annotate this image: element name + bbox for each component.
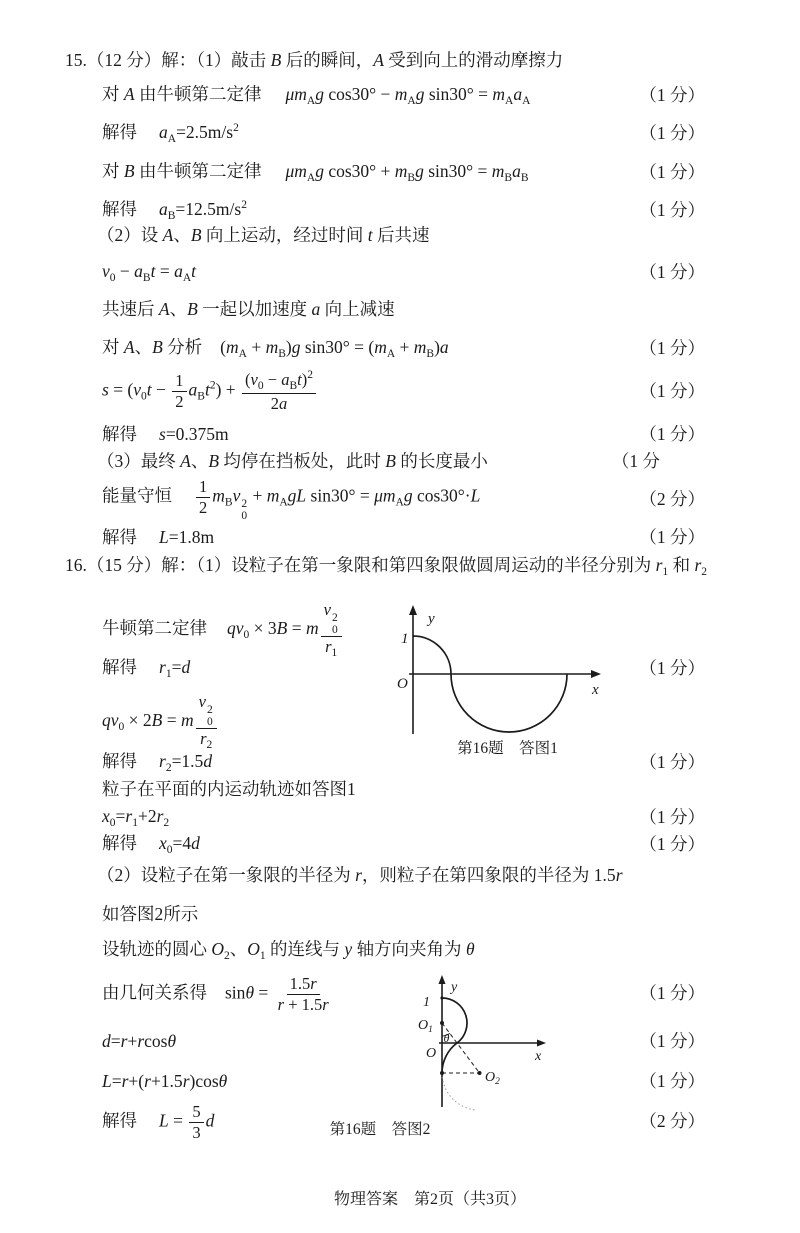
line-after-common-speed [102, 299, 760, 321]
line-text: 如答图2所示 [102, 904, 199, 924]
x-axis-arrow-icon [537, 1040, 546, 1047]
line-text: （2）设 A、B 向上运动，经过时间 t 后共速 [97, 225, 430, 245]
line-text: 能量守恒 $\frac{1}{2}$ $m_Bv$ 2 0 + $m_AgL$ $\sin 30^\circ = \mu m_Ag$ cos30°·L [102, 477, 481, 523]
line-text: 粒子在平面的内运动轨迹如答图1 [102, 779, 356, 799]
center-O1-dot [440, 1021, 444, 1025]
entry-point-label: 1 [401, 631, 409, 647]
score-mark: （1 分） [639, 833, 705, 854]
origin-label: O [397, 676, 408, 692]
line-text: 16.（15 分）解：（1）设粒子在第一象限和第四象限做圆周运动的半径分别为 $r_1$ 和 $r_2$ [65, 555, 707, 578]
line-16-part2-setup [97, 865, 760, 887]
line-text: 解得 $a_B=12.5m/s^2$ [102, 199, 247, 222]
line-text: 解得 $x_0=4d$ [102, 833, 200, 856]
line-text: 解得 L=1.8m [102, 527, 215, 547]
score-mark: （2 分） [639, 1111, 705, 1132]
y-axis-arrow-icon [409, 605, 417, 615]
score-mark: （1 分） [639, 261, 705, 282]
line-AB-analysis [102, 337, 705, 361]
line-text: 15.（12 分）解：（1）敲击 B 后的瞬间，A 受到向上的滑动摩擦力 [65, 50, 564, 70]
line-text: 解得 $r_1=d$ [102, 657, 191, 680]
line-16-header [65, 555, 760, 579]
line-text: 对 A、B 分析 $(m_A + m_B)g$ $\sin 30^\circ = (m_A + m_B)a$ [102, 337, 449, 360]
line-newton-second-law-B [102, 161, 705, 185]
center-O2-label: $O_2$ [485, 1070, 500, 1087]
origin-label: O [426, 1046, 437, 1061]
score-mark: （1 分 [611, 451, 660, 471]
score-mark: （1 分） [639, 122, 705, 143]
quarter-circle-arc [413, 636, 451, 674]
line-see-fig2 [102, 904, 760, 926]
line-trajectory-note [102, 779, 760, 801]
y-axis-label: y [428, 611, 435, 627]
line-solve-aA [102, 122, 705, 146]
score-mark: （1 分） [639, 199, 705, 220]
entry-point-dot [440, 996, 443, 999]
page-footer: 物理答案 第2页（共3页） [333, 1191, 526, 1208]
line-text: 共速后 A、B 一起以加速度 a 向上减速 [102, 299, 395, 319]
line-energy-conservation [102, 477, 705, 522]
line-part3-statement [97, 451, 705, 473]
line-text: 对 A 由牛顿第二定律 $\mu m_Ag$ $\cos 30^\circ - m_Ag$ $\sin 30^\circ = m_Aa_A$ [102, 84, 531, 107]
score-mark: （1 分） [639, 657, 705, 678]
theta-label: θ [443, 1031, 450, 1045]
line-geometry-eq [102, 974, 705, 1015]
line-text: $qv_0 \times 2B = m$ v 2 0 $r_2$ [102, 692, 219, 752]
x-axis-label: x [592, 682, 599, 698]
semicircle-arc [451, 674, 567, 732]
score-mark: （1 分） [639, 424, 705, 444]
line-text: $s = (v_0t$ − $\frac{1}{2}$ $a_Bt^2$) + $\frac{(v_0 - a_Bt)^2}{2a}$ [102, 370, 318, 413]
score-mark: （1 分） [639, 337, 705, 358]
lower-circle-dotted-arc [442, 1073, 476, 1110]
line-text: 设轨迹的圆心 $O_2$、$O_1$ 的连线与 y 轴方向夹角为 θ [102, 939, 475, 962]
line-newton-second-law-A [102, 84, 705, 108]
score-mark: （2 分） [639, 488, 705, 509]
line-text: （2）设粒子在第一象限的半径为 r，则粒子在第四象限的半径为 1.5r [97, 865, 623, 885]
line-text: 对 B 由牛顿第二定律 $\mu m_Ag$ $\cos 30^\circ + m_Bg$ $\sin 30^\circ = m_Ba_B$ [102, 161, 529, 184]
y-axis-arrow-icon [439, 975, 446, 984]
figure-2-caption: 第16题 答图2 [329, 1121, 431, 1138]
line-d-eq [102, 1031, 705, 1053]
line-common-speed-eq [102, 261, 705, 285]
center-O1-label: $O_1$ [418, 1018, 433, 1035]
entry-point-label: 1 [423, 995, 430, 1010]
line-text: L=r+(r+1.5r)cosθ [102, 1071, 228, 1091]
line-text: 解得 L = $\frac{5}{3}$ d [102, 1102, 215, 1142]
line-text: （3）最终 A、B 均停在挡板处，此时 B 的长度最小 [97, 451, 488, 471]
line-text: $v_0 - a_Bt = a_At$ [102, 261, 197, 284]
line-text: 牛顿第二定律 $qv_0 \times 3B = m$ v 2 0 $r_1$ [102, 600, 344, 660]
line-text: 解得 $r_2=1.5d$ [102, 751, 213, 774]
line-centers-angle [102, 939, 760, 963]
line-solve-s [102, 424, 705, 446]
answer-figure-1 [395, 603, 615, 753]
x-axis-label: x [535, 1049, 542, 1064]
y-axis-label: y [451, 980, 458, 995]
center-O2-dot [478, 1071, 482, 1075]
line-text: $x_0=r_1+2r_2$ [102, 806, 170, 829]
score-mark: （1 分） [639, 84, 705, 105]
line-text: 解得 s=0.375m [102, 424, 229, 444]
line-solve-L [102, 527, 705, 549]
score-mark: （1 分） [639, 751, 705, 772]
score-mark: （1 分） [639, 161, 705, 182]
score-mark: （1 分） [639, 1031, 705, 1051]
line-15-header [65, 50, 760, 72]
line-part2-setup [97, 225, 760, 247]
score-mark: （1 分） [639, 1071, 705, 1091]
figure-1-caption: 第16题 答图1 [457, 740, 558, 757]
line-text: d=r+rcosθ [102, 1031, 177, 1051]
line-text: 由几何关系得 sinθ = $\frac{1.5r}{r + 1.5r}$ [102, 974, 329, 1014]
x-axis-arrow-icon [591, 670, 601, 678]
score-mark: （1 分） [639, 380, 705, 401]
score-mark: （1 分） [639, 527, 705, 547]
line-x0-eq [102, 806, 705, 830]
line-solve-aB [102, 199, 705, 223]
line-L-eq [102, 1071, 705, 1093]
lower-circle-arc [442, 1043, 457, 1073]
line-distance-eq [102, 370, 705, 413]
answer-figure-2 [415, 973, 560, 1115]
score-mark: （1 分） [639, 806, 705, 827]
line-text: 解得 $a_A=2.5m/s^2$ [102, 122, 239, 145]
line-solve-x0 [102, 833, 705, 857]
score-mark: （1 分） [639, 983, 705, 1004]
tangent-point-dot [440, 1071, 444, 1075]
